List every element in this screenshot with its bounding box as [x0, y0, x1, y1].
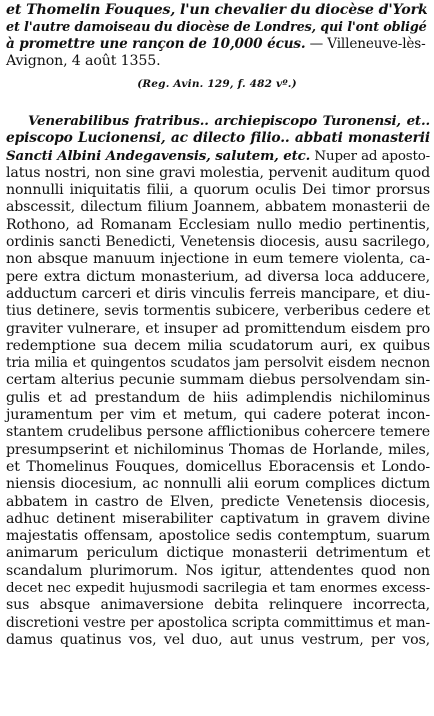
document-heading: [6, 2, 430, 70]
body-line: juramentum per vim et metum, qui cadere poterat incon-: [6, 407, 430, 424]
body-line: majestatis offensam, apostolice sedis contemptum, suarum: [6, 528, 430, 545]
body-line: damus quatinus vos, vel duo, aut unus vestrum, per vos,: [6, 631, 430, 648]
body-line: et Thomelinus Fouques, domicellus Eboracensis et Londo-: [6, 458, 430, 475]
heading-line: et l'autre damoiseau du diocèse de Londres, qui l'ont obligé: [6, 20, 427, 35]
body-line: stantem crudelibus persone afflictionibus cohercere temere: [6, 424, 430, 441]
body-line: decet nec expedit hujusmodi sacrilegia et tam enormes excess-: [6, 581, 430, 597]
body-line: non absque manuum injectione in eum temere violenta, ca-: [6, 251, 430, 268]
body-line: presumpserint et nichilominus Thomas de Horlande, miles,: [6, 441, 430, 458]
heading-line: Avignon, 4 août 1355.: [6, 53, 161, 69]
salutation: Sancti Albini Andegavensis, salutem, etc.: [6, 147, 311, 164]
body-line: ordinis sancti Benedicti, Venetensis diocesis, ausu sacrilego,: [6, 234, 430, 251]
body-line: episcopo Lucionensi, ac dilecto filio.. abbati monasterii: [6, 130, 430, 147]
archive-reference: (Reg. Avin. 129, f. 482 vº.): [137, 78, 297, 90]
body-line: adductum carceri et diris vinculis ferreis mancipare, et diu-: [6, 285, 430, 302]
body-line: pere extra dictum monasterium, ad diversa loca adducere,: [6, 268, 430, 285]
body-line: adhuc detinent miserabiliter captivatum in gravem divine: [6, 510, 430, 527]
body-line: latus nostri, non sine gravi molestia, pervenit auditum quod: [6, 164, 430, 181]
body-line: abbatem in castro de Elven, predicte Venetensis diocesis,: [6, 493, 430, 510]
body-line: [6, 148, 430, 165]
body-line: animarum periculum dictique monasterii detrimentum et: [6, 545, 430, 562]
heading-line: et Thomelin Fouques, l'un chevalier du diocèse d'York: [6, 2, 428, 18]
body-line: gulis et ad prestandum de hiis adimplendis nichilominus: [6, 389, 430, 406]
body-line: scandalum plurimorum. Nos igitur, attendentes quod non: [6, 562, 430, 579]
body-line: Rothono, ad Romanam Ecclesiam nullo medio pertinentis,: [6, 216, 430, 233]
body-text: Nuper ad aposto-: [310, 148, 430, 164]
body-line: graviter vulnerare, et insuper ad promittendum eisdem pro: [6, 320, 430, 337]
body-line: abscessit, dilectum filium Joannem, abbatem monasterii de: [6, 199, 430, 216]
heading-line-roman: — Villeneuve-lès-: [305, 36, 426, 52]
body-line: nonnulli iniquitatis filii, a quorum oculis Dei timor prorsus: [6, 182, 430, 199]
body-line: niensis diocesium, ac nonnulli alii eorum complices dictum: [6, 476, 430, 493]
body-line: certam alterius pecunie summam diebus persolvendam sin-: [6, 372, 430, 389]
body-line: discretioni vestre per apostolica scripta committimus et man-: [6, 614, 430, 631]
body-line: tria milia et quingentos scudatos jam persolvit eisdem necnon: [6, 355, 430, 372]
body-line: Venerabilibus fratribus.. archiepiscopo Turonensi, et..: [28, 113, 430, 129]
heading-line-italic: à promettre une rançon de 10,000 écus.: [6, 36, 306, 52]
body-line: redemptione sua decem milia scudatorum auri, ex quibus: [6, 337, 430, 354]
document-body: [6, 113, 430, 649]
body-line: sus absque animaversione debita relinquere incorrecta,: [6, 597, 430, 614]
heading-line: [6, 36, 430, 53]
body-line: tius detinere, sevis tormentis subicere, verberibus cedere et: [6, 303, 430, 320]
